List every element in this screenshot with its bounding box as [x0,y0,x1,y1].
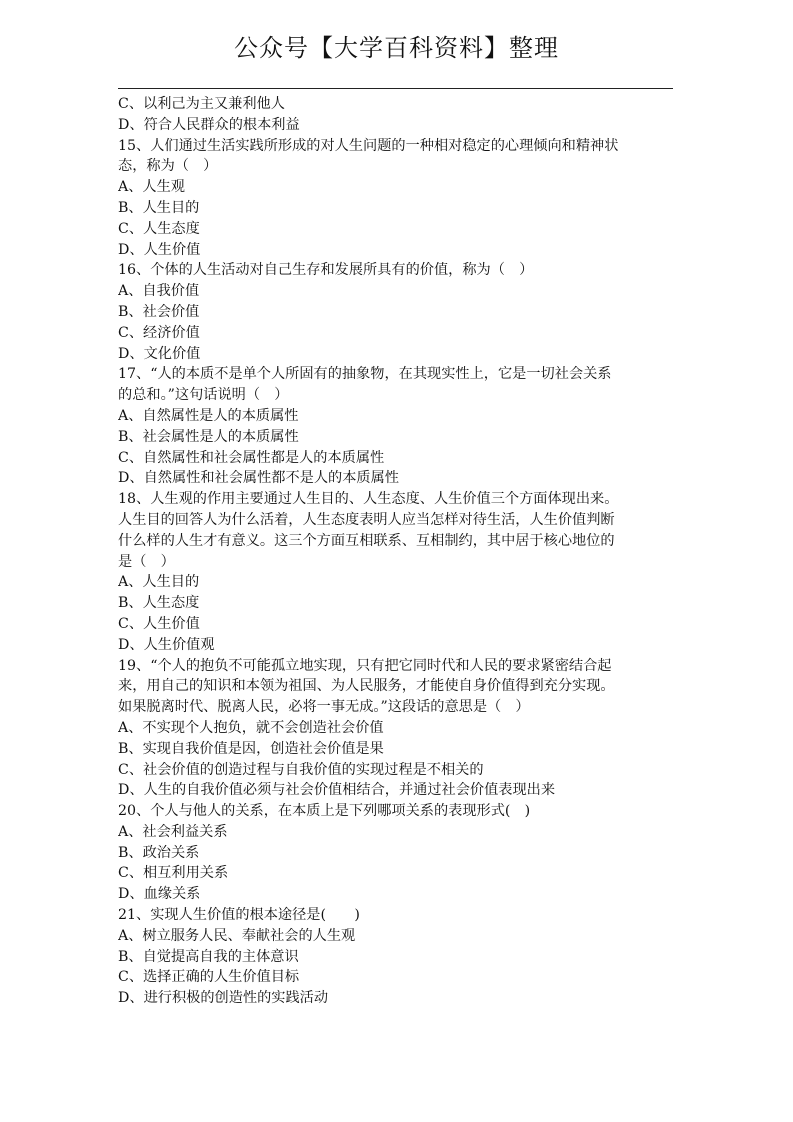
answer-option [118,448,674,469]
answer-option [118,614,674,635]
question-text-line: 如果脱离时代、脱离人民，必将一事无成。”这段话的意思是（ ） [118,699,530,716]
question-stem [118,905,674,926]
answer-option [118,884,674,905]
question-list [118,94,674,1009]
question-stem [118,364,674,406]
option-text: A、人生目的 [118,574,200,591]
option-text: C、自然属性和社会属性都是人的本质属性 [118,449,385,466]
answer-option [118,427,674,448]
option-text: A、树立服务人民、奉献社会的人生观 [118,927,356,944]
answer-option [118,739,674,760]
answer-option [118,177,674,198]
option-text: D、人生的自我价值必须与社会价值相结合，并通过社会价值表现出来 [118,782,556,799]
option-text: B、政治关系 [118,844,200,861]
question-stem [118,801,674,822]
answer-option [118,988,674,1009]
question-text-line: 20、个人与他人的关系，在本质上是下列哪项关系的表现形式( ) [118,803,531,820]
option-text: A、自然属性是人的本质属性 [118,407,299,424]
option-text: B、人生目的 [118,199,200,216]
answer-option [118,323,674,344]
option-text: B、自觉提高自我的主体意识 [118,948,299,965]
option-text: B、社会属性是人的本质属性 [118,428,299,445]
option-text: D、自然属性和社会属性都不是人的本质属性 [118,470,399,487]
option-text: C、人生态度 [118,220,200,237]
answer-option [118,406,674,427]
question-stem [118,489,674,572]
answer-option [118,281,674,302]
option-text: B、社会价值 [118,303,200,320]
answer-option [118,926,674,947]
answer-option [118,760,674,781]
question-text-line: 17、“人的本质不是单个人所固有的抽象物，在其现实性上，它是一切社会关系 [118,366,612,383]
header-divider [118,88,673,89]
option-text: A、不实现个人抱负，就不会创造社会价值 [118,719,384,736]
question-text-line: 18、人生观的作用主要通过人生目的、人生态度、人生价值三个方面体现出来。 [118,491,619,508]
question-text-line: 人生目的回答人为什么活着，人生态度表明人应当怎样对待生活，人生价值判断 [118,511,615,528]
option-text: C、经济价值 [118,324,200,341]
option-text: B、实现自我价值是因，创造社会价值是果 [118,740,384,757]
option-text: A、人生观 [118,179,185,196]
option-text: D、血缘关系 [118,886,201,903]
question-text-line: 15、人们通过生活实践所形成的对人生问题的一种相对稳定的心理倾向和精神状 [118,137,619,154]
option-text: C、人生价值 [118,615,200,632]
answer-option [118,947,674,968]
option-text: C、选择正确的人生价值目标 [118,969,300,986]
question-stem [118,260,674,281]
question-text-line: 来，用自己的知识和本领为祖国、为人民服务，才能使自身价值得到充分实现。 [118,678,615,695]
option-text: D、人生价值观 [118,636,215,653]
answer-option [118,344,674,365]
option-text: C、社会价值的创造过程与自我价值的实现过程是不相关的 [118,761,484,778]
question-text-line: 什么样的人生才有意义。这三个方面互相联系、互相制约，其中居于核心地位的 [118,532,615,549]
page-header-title: 公众号【大学百科资料】整理 [234,34,559,62]
option-text: A、自我价值 [118,283,200,300]
answer-option [118,198,674,219]
answer-option [118,967,674,988]
question-text-line: 16、个体的人生活动对自己生存和发展所具有的价值，称为（ ） [118,262,534,279]
answer-option [118,94,674,115]
question-stem [118,136,674,178]
option-text: B、人生态度 [118,595,200,612]
option-text: C、相互利用关系 [118,865,229,882]
answer-option [118,468,674,489]
option-text: D、文化价值 [118,345,201,362]
answer-option [118,780,674,801]
answer-option [118,822,674,843]
question-text-line: 态，称为（ ） [118,158,218,175]
question-text-line: 21、实现人生价值的根本途径是( ) [118,907,360,924]
option-text: C、以利己为主又兼利他人 [118,96,285,112]
question-text-line: 的总和。”这句话说明（ ） [118,387,289,404]
answer-option [118,219,674,240]
answer-option [118,635,674,656]
answer-option [118,240,674,261]
option-text: D、进行积极的创造性的实践活动 [118,990,329,1007]
answer-option [118,572,674,593]
question-stem [118,656,674,718]
answer-option [118,593,674,614]
option-text: D、人生价值 [118,241,201,258]
question-text-line: 19、“个人的抱负不可能孤立地实现，只有把它同时代和人民的要求紧密结合起 [118,657,612,674]
answer-option [118,115,674,136]
answer-option [118,302,674,323]
option-text: D、符合人民群众的根本利益 [118,116,300,133]
option-text: A、社会利益关系 [118,823,228,840]
answer-option [118,863,674,884]
answer-option [118,718,674,739]
answer-option [118,843,674,864]
question-text-line: 是（ ） [118,553,175,570]
